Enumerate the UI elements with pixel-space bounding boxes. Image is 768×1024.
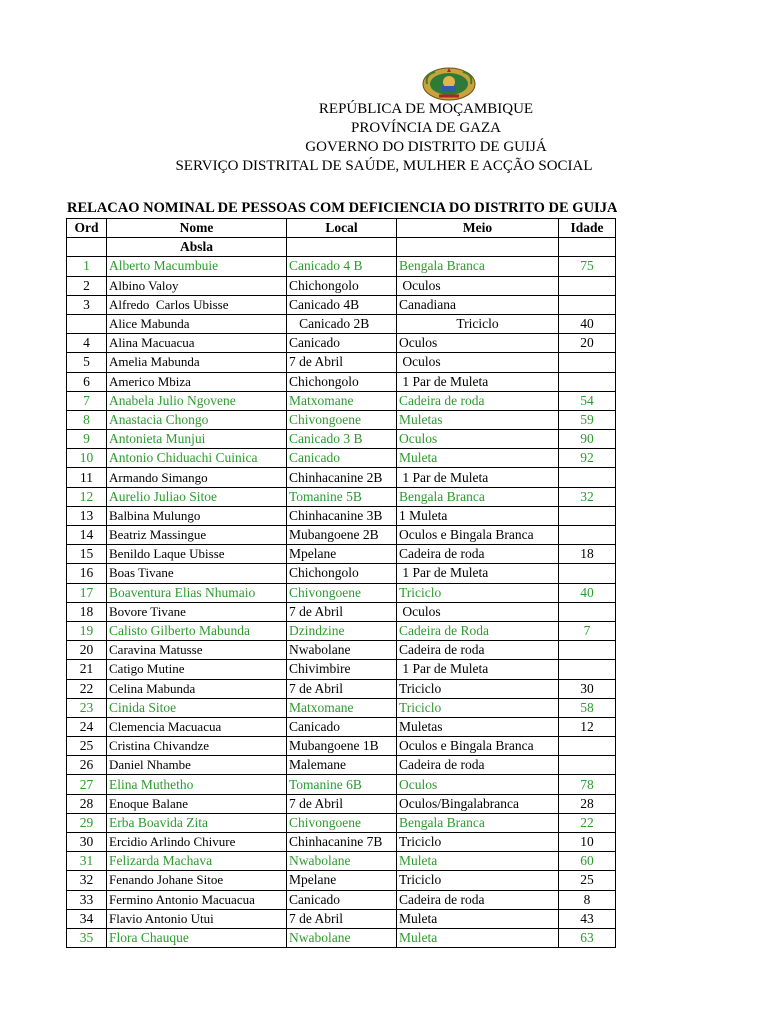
table-subheader-row [67, 238, 616, 257]
cell-idade[interactable]: 18 [559, 545, 616, 564]
cell-local[interactable]: Nwabolane [287, 852, 397, 871]
cell-meio[interactable]: Oculos e Bingala Branca [397, 737, 559, 756]
cell-ord[interactable]: 22 [67, 679, 107, 698]
table-row [67, 410, 616, 429]
report-title-wrap [67, 199, 617, 217]
cell-meio[interactable]: 1 Par de Muleta [397, 372, 559, 391]
cell-meio[interactable]: Muleta [397, 852, 559, 871]
table-row [67, 314, 616, 333]
table-row [67, 276, 616, 295]
cell-idade[interactable] [559, 756, 616, 775]
cell-nome[interactable]: Flora Chauque [107, 928, 287, 947]
cell-local[interactable]: Mpelane [287, 871, 397, 890]
cell-nome[interactable]: Enoque Balane [107, 794, 287, 813]
cell-ord[interactable]: 24 [67, 717, 107, 736]
cell-ord[interactable]: 32 [67, 871, 107, 890]
cell-ord[interactable]: 26 [67, 756, 107, 775]
cell-ord[interactable]: 35 [67, 928, 107, 947]
table-row [67, 698, 616, 717]
table-header-row [67, 219, 616, 238]
col-header-idade[interactable]: Idade [559, 219, 616, 238]
table-row [67, 909, 616, 928]
cell-nome[interactable]: Anabela Julio Ngovene [107, 391, 287, 410]
cell-ord[interactable]: 6 [67, 372, 107, 391]
cell-nome[interactable]: Boaventura Elias Nhumaio [107, 583, 287, 602]
cell-ord[interactable]: 29 [67, 813, 107, 832]
cell-local[interactable]: Tomanine 5B [287, 487, 397, 506]
table-row [67, 890, 616, 909]
cell-meio[interactable]: Triciclo [397, 871, 559, 890]
cell-meio[interactable]: Oculos e Bingala Branca [397, 526, 559, 545]
cell-idade[interactable]: 40 [559, 583, 616, 602]
cell-idade[interactable] [559, 564, 616, 583]
cell-ord[interactable]: 17 [67, 583, 107, 602]
cell-local[interactable]: Chivongoene [287, 583, 397, 602]
cell-nome[interactable]: Alberto Macumbuie [107, 257, 287, 276]
header-district-government: GOVERNO DO DISTRITO DE GUIJÁ [305, 139, 547, 155]
cell-local[interactable]: Chichongolo [287, 276, 397, 295]
cell-nome[interactable]: Ercidio Arlindo Chivure [107, 833, 287, 852]
cell-local[interactable]: Canicado [287, 890, 397, 909]
cell-nome[interactable]: Alice Mabunda [107, 314, 287, 333]
cell-nome[interactable]: Antonieta Munjui [107, 430, 287, 449]
cell-nome[interactable]: Armando Simango [107, 468, 287, 487]
cell-nome[interactable]: Bovore Tivane [107, 602, 287, 621]
cell-idade[interactable]: 10 [559, 833, 616, 852]
cell-nome[interactable]: Caravina Matusse [107, 641, 287, 660]
cell-ord[interactable]: 3 [67, 295, 107, 314]
table-row [67, 295, 616, 314]
table-row [67, 775, 616, 794]
cell-meio[interactable]: Cadeira de Roda [397, 621, 559, 640]
cell-meio[interactable]: 1 Muleta [397, 506, 559, 525]
cell-idade[interactable]: 92 [559, 449, 616, 468]
cell-idade[interactable]: 20 [559, 334, 616, 353]
cell-meio[interactable]: Oculos [397, 276, 559, 295]
cell-meio[interactable]: Triciclo [397, 833, 559, 852]
cell-meio[interactable]: Bengala Branca [397, 487, 559, 506]
table-row [67, 506, 616, 525]
cell-idade[interactable] [559, 353, 616, 372]
cell-local[interactable]: 7 de Abril [287, 794, 397, 813]
table-row [67, 545, 616, 564]
cell-meio[interactable]: Triciclo [397, 314, 559, 333]
table-row [67, 353, 616, 372]
table-row [67, 660, 616, 679]
cell-nome[interactable]: Alfredo Carlos Ubisse [107, 295, 287, 314]
cell-ord[interactable]: 30 [67, 833, 107, 852]
header-province: PROVÍNCIA DE GAZA [351, 120, 501, 136]
cell-local[interactable]: Chivongoene [287, 410, 397, 429]
table-row [67, 257, 616, 276]
subheader-meio-cell[interactable] [397, 238, 559, 257]
cell-idade[interactable]: 40 [559, 314, 616, 333]
cell-idade[interactable] [559, 506, 616, 525]
cell-nome[interactable]: Fermino Antonio Macuacua [107, 890, 287, 909]
cell-ord[interactable]: 25 [67, 737, 107, 756]
col-header-local[interactable]: Local [287, 219, 397, 238]
table-row [67, 602, 616, 621]
cell-ord[interactable]: 12 [67, 487, 107, 506]
table-row [67, 334, 616, 353]
cell-nome[interactable]: Alina Macuacua [107, 334, 287, 353]
cell-ord[interactable]: 28 [67, 794, 107, 813]
cell-local[interactable]: Chichongolo [287, 372, 397, 391]
cell-ord[interactable]: 10 [67, 449, 107, 468]
cell-meio[interactable]: Muleta [397, 909, 559, 928]
cell-local[interactable]: Matxomane [287, 391, 397, 410]
table-row [67, 391, 616, 410]
cell-nome[interactable]: Americo Mbiza [107, 372, 287, 391]
cell-local[interactable]: Canicado 4B [287, 295, 397, 314]
table-row [67, 487, 616, 506]
cell-meio[interactable]: Cadeira de roda [397, 641, 559, 660]
cell-nome[interactable]: Albino Valoy [107, 276, 287, 295]
cell-idade[interactable]: 78 [559, 775, 616, 794]
cell-local[interactable]: 7 de Abril [287, 679, 397, 698]
cell-ord[interactable] [67, 314, 107, 333]
cell-local[interactable]: 7 de Abril [287, 909, 397, 928]
cell-nome[interactable]: Celina Mabunda [107, 679, 287, 698]
cell-ord[interactable]: 14 [67, 526, 107, 545]
header-republic: REPÚBLICA DE MOÇAMBIQUE [318, 101, 534, 117]
cell-nome[interactable]: Catigo Mutine [107, 660, 287, 679]
subheader-nome-cell[interactable]: Absla [107, 238, 287, 257]
cell-local[interactable]: Canicado 2B [287, 314, 397, 333]
cell-meio[interactable]: Cadeira de roda [397, 756, 559, 775]
cell-nome[interactable]: Felizarda Machava [107, 852, 287, 871]
cell-local[interactable]: Chinhacanine 2B [287, 468, 397, 487]
cell-nome[interactable]: Anastacia Chongo [107, 410, 287, 429]
cell-local[interactable]: Chivimbire [287, 660, 397, 679]
cell-local[interactable]: Canicado 4 B [287, 257, 397, 276]
table-row [67, 871, 616, 890]
cell-nome[interactable]: Cinida Sitoe [107, 698, 287, 717]
cell-local[interactable]: Canicado [287, 449, 397, 468]
cell-idade[interactable] [559, 295, 616, 314]
cell-ord[interactable]: 1 [67, 257, 107, 276]
cell-meio[interactable]: Bengala Branca [397, 257, 559, 276]
cell-meio[interactable]: Triciclo [397, 583, 559, 602]
cell-meio[interactable]: Triciclo [397, 679, 559, 698]
cell-idade[interactable]: 63 [559, 928, 616, 947]
cell-ord[interactable]: 11 [67, 468, 107, 487]
cell-ord[interactable]: 2 [67, 276, 107, 295]
cell-nome[interactable]: Amelia Mabunda [107, 353, 287, 372]
cell-meio[interactable]: Cadeira de roda [397, 391, 559, 410]
cell-idade[interactable]: 25 [559, 871, 616, 890]
table-row [67, 717, 616, 736]
cell-idade[interactable]: 75 [559, 257, 616, 276]
cell-idade[interactable]: 54 [559, 391, 616, 410]
cell-nome[interactable]: Aurelio Juliao Sitoe [107, 487, 287, 506]
report-title: RELACAO NOMINAL DE PESSOAS COM DEFICIENCIA DO DISTRITO DE GUIJA [67, 200, 617, 216]
national-emblem [421, 66, 477, 102]
cell-nome[interactable]: Calisto Gilberto Mabunda [107, 621, 287, 640]
table-row [67, 641, 616, 660]
cell-ord[interactable]: 18 [67, 602, 107, 621]
cell-nome[interactable]: Boas Tivane [107, 564, 287, 583]
cell-local[interactable]: Dzindzine [287, 621, 397, 640]
cell-ord[interactable]: 33 [67, 890, 107, 909]
table-row [67, 621, 616, 640]
cell-ord[interactable]: 20 [67, 641, 107, 660]
cell-idade[interactable] [559, 641, 616, 660]
cell-idade[interactable]: 90 [559, 430, 616, 449]
cell-nome[interactable]: Benildo Laque Ubisse [107, 545, 287, 564]
cell-idade[interactable]: 12 [559, 717, 616, 736]
cell-local[interactable]: Chichongolo [287, 564, 397, 583]
cell-meio[interactable]: Muleta [397, 928, 559, 947]
cell-idade[interactable] [559, 276, 616, 295]
cell-nome[interactable]: Antonio Chiduachi Cuinica [107, 449, 287, 468]
table-row [67, 928, 616, 947]
cell-local[interactable]: Tomanine 6B [287, 775, 397, 794]
cell-meio[interactable]: 1 Par de Muleta [397, 564, 559, 583]
cell-ord[interactable]: 31 [67, 852, 107, 871]
table-row [67, 852, 616, 871]
cell-nome[interactable]: Erba Boavida Zita [107, 813, 287, 832]
cell-local[interactable]: Malemane [287, 756, 397, 775]
cell-nome[interactable]: Fenando Johane Sitoe [107, 871, 287, 890]
cell-meio[interactable]: Muleta [397, 449, 559, 468]
cell-ord[interactable]: 27 [67, 775, 107, 794]
cell-local[interactable]: Nwabolane [287, 928, 397, 947]
cell-ord[interactable]: 9 [67, 430, 107, 449]
table-body [67, 257, 616, 948]
header-service: SERVIÇO DISTRITAL DE SAÚDE, MULHER E ACÇÃO SOCIAL [175, 158, 593, 174]
cell-nome[interactable]: Daniel Nhambe [107, 756, 287, 775]
cell-idade[interactable]: 43 [559, 909, 616, 928]
cell-nome[interactable]: Cristina Chivandze [107, 737, 287, 756]
cell-ord[interactable]: 21 [67, 660, 107, 679]
cell-idade[interactable]: 8 [559, 890, 616, 909]
cell-meio[interactable]: Oculos [397, 430, 559, 449]
table-row [67, 449, 616, 468]
cell-meio[interactable]: Cadeira de roda [397, 545, 559, 564]
cell-local[interactable]: Mubangoene 1B [287, 737, 397, 756]
table-row [67, 794, 616, 813]
cell-local[interactable]: Canicado 3 B [287, 430, 397, 449]
cell-nome[interactable]: Elina Muthetho [107, 775, 287, 794]
col-header-meio[interactable]: Meio [397, 219, 559, 238]
table-row [67, 813, 616, 832]
table-row [67, 756, 616, 775]
cell-nome[interactable]: Beatriz Massingue [107, 526, 287, 545]
cell-nome[interactable]: Balbina Mulungo [107, 506, 287, 525]
subheader-ord-cell[interactable] [67, 238, 107, 257]
cell-meio[interactable]: 1 Par de Muleta [397, 660, 559, 679]
table-row [67, 679, 616, 698]
cell-meio[interactable]: Oculos [397, 334, 559, 353]
cell-ord[interactable]: 5 [67, 353, 107, 372]
cell-idade[interactable]: 32 [559, 487, 616, 506]
cell-idade[interactable]: 22 [559, 813, 616, 832]
cell-nome[interactable]: Flavio Antonio Utui [107, 909, 287, 928]
beneficiaries-table [66, 218, 616, 948]
subheader-idade-cell[interactable] [559, 238, 616, 257]
cell-meio[interactable]: Oculos [397, 775, 559, 794]
table-row [67, 833, 616, 852]
table-row [67, 583, 616, 602]
cell-meio[interactable]: Muletas [397, 410, 559, 429]
cell-meio[interactable]: 1 Par de Muleta [397, 468, 559, 487]
cell-meio[interactable]: Oculos [397, 353, 559, 372]
cell-local[interactable]: Matxomane [287, 698, 397, 717]
table-row [67, 372, 616, 391]
cell-local[interactable]: Chinhacanine 3B [287, 506, 397, 525]
cell-ord[interactable]: 4 [67, 334, 107, 353]
cell-ord[interactable]: 13 [67, 506, 107, 525]
table-row [67, 564, 616, 583]
cell-meio[interactable]: Muletas [397, 717, 559, 736]
cell-meio[interactable]: Bengala Branca [397, 813, 559, 832]
cell-meio[interactable]: Oculos [397, 602, 559, 621]
cell-local[interactable]: Nwabolane [287, 641, 397, 660]
cell-ord[interactable]: 23 [67, 698, 107, 717]
cell-meio[interactable]: Cadeira de roda [397, 890, 559, 909]
cell-nome[interactable]: Clemencia Macuacua [107, 717, 287, 736]
col-header-ord[interactable]: Ord [67, 219, 107, 238]
cell-ord[interactable]: 16 [67, 564, 107, 583]
cell-local[interactable]: Chinhacanine 7B [287, 833, 397, 852]
cell-meio[interactable]: Oculos/Bingalabranca [397, 794, 559, 813]
cell-idade[interactable]: 58 [559, 698, 616, 717]
cell-idade[interactable]: 7 [559, 621, 616, 640]
table-row [67, 430, 616, 449]
table-row [67, 737, 616, 756]
cell-ord[interactable]: 34 [67, 909, 107, 928]
cell-local[interactable]: 7 de Abril [287, 353, 397, 372]
cell-idade[interactable] [559, 372, 616, 391]
cell-idade[interactable]: 59 [559, 410, 616, 429]
cell-ord[interactable]: 19 [67, 621, 107, 640]
table-row [67, 468, 616, 487]
cell-idade[interactable] [559, 602, 616, 621]
cell-meio[interactable]: Canadiana [397, 295, 559, 314]
cell-idade[interactable] [559, 737, 616, 756]
cell-local[interactable]: Mpelane [287, 545, 397, 564]
cell-idade[interactable] [559, 468, 616, 487]
cell-idade[interactable] [559, 526, 616, 545]
cell-ord[interactable]: 15 [67, 545, 107, 564]
cell-ord[interactable]: 7 [67, 391, 107, 410]
cell-idade[interactable]: 30 [559, 679, 616, 698]
table-row [67, 526, 616, 545]
cell-idade[interactable]: 28 [559, 794, 616, 813]
cell-idade[interactable] [559, 660, 616, 679]
cell-local[interactable]: Canicado [287, 717, 397, 736]
cell-idade[interactable]: 60 [559, 852, 616, 871]
cell-ord[interactable]: 8 [67, 410, 107, 429]
cell-local[interactable]: Chivongoene [287, 813, 397, 832]
cell-local[interactable]: Canicado [287, 334, 397, 353]
cell-local[interactable]: Mubangoene 2B [287, 526, 397, 545]
col-header-nome[interactable]: Nome [107, 219, 287, 238]
subheader-local-cell[interactable] [287, 238, 397, 257]
cell-meio[interactable]: Triciclo [397, 698, 559, 717]
cell-local[interactable]: 7 de Abril [287, 602, 397, 621]
